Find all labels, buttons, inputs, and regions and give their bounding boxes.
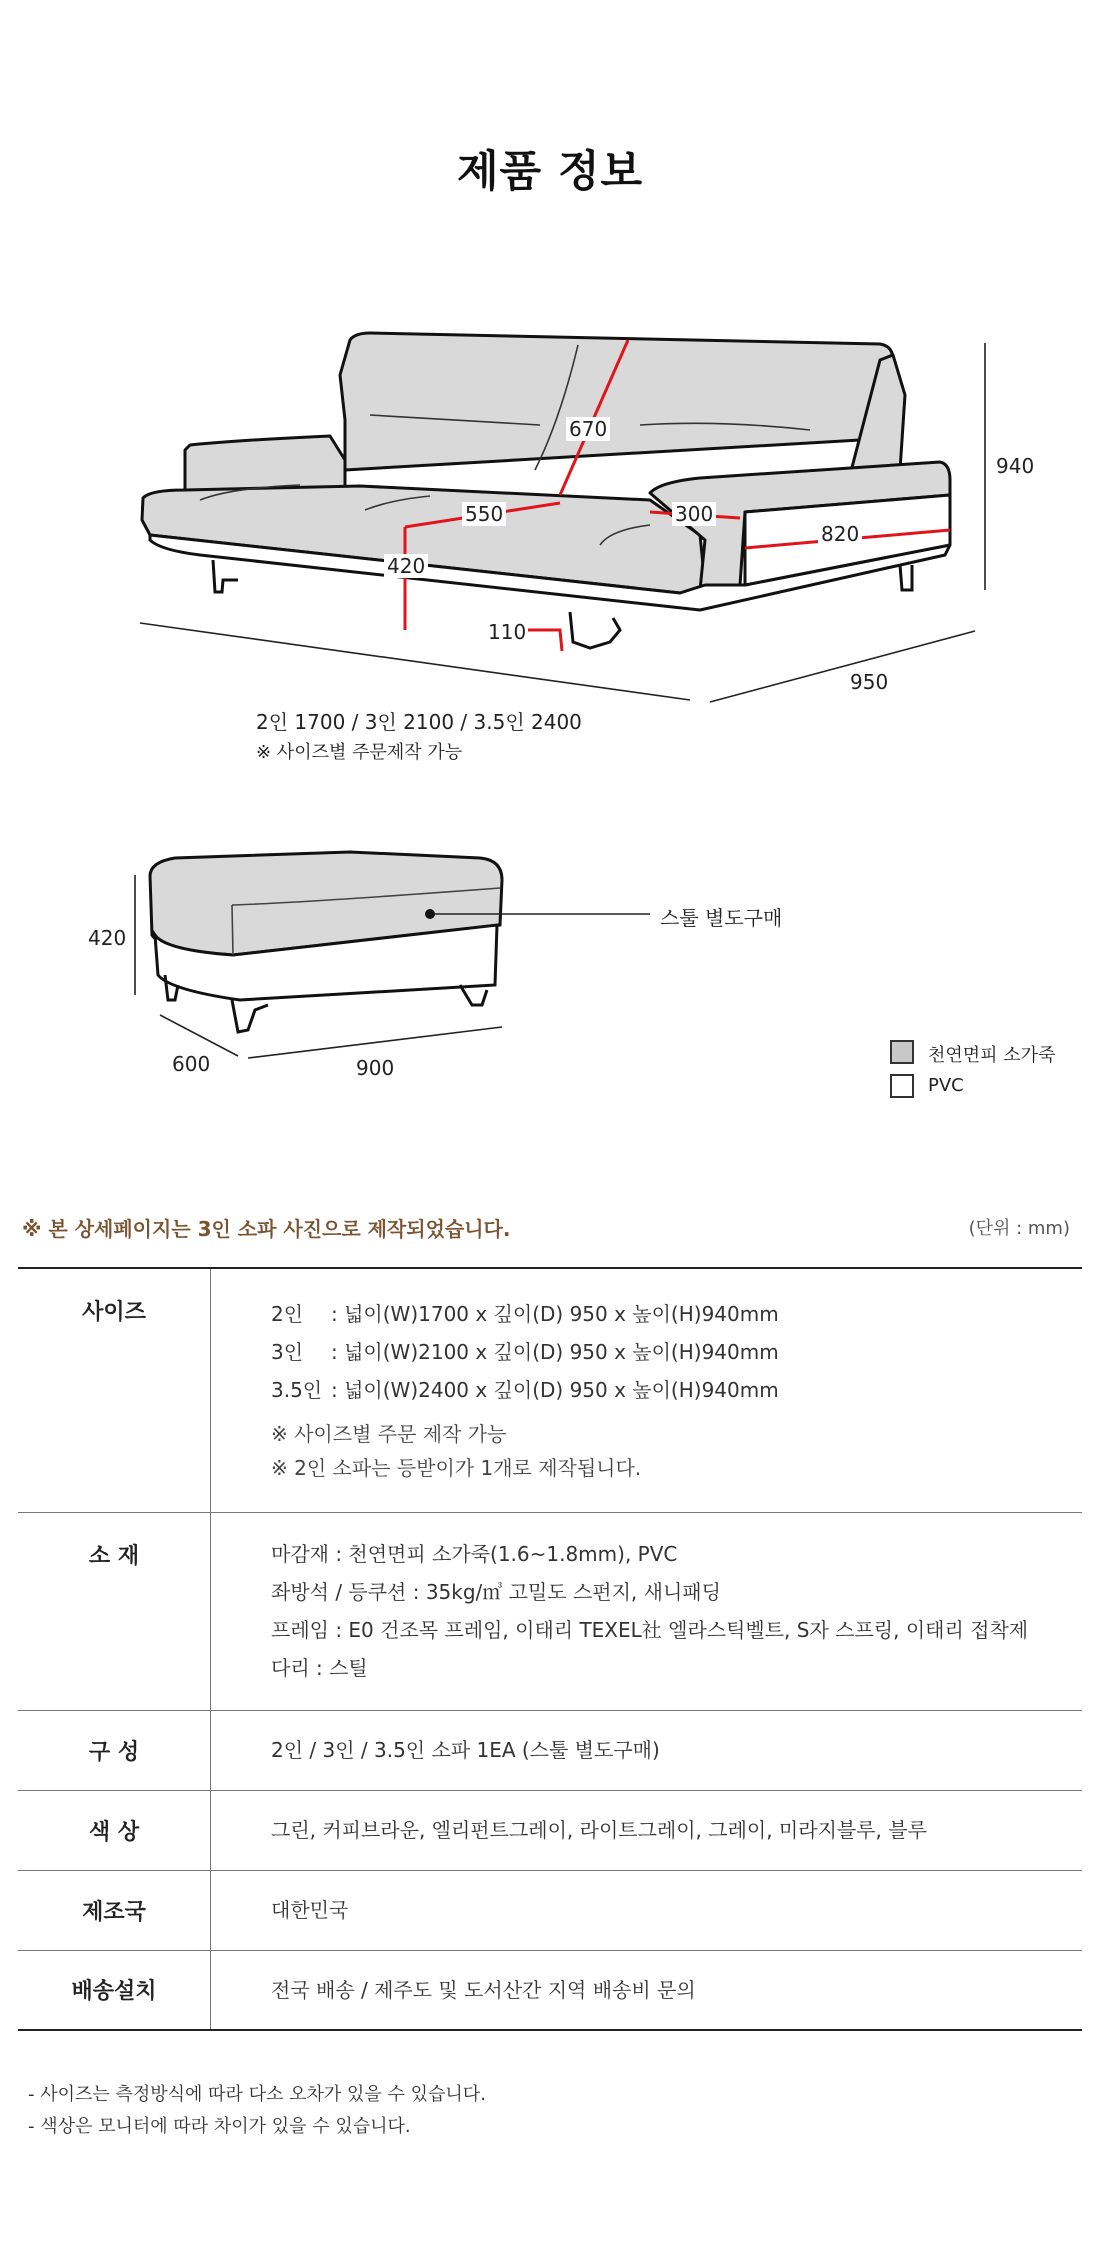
spec-table bbox=[18, 1267, 1082, 2031]
dim-arm-length: 820 bbox=[818, 522, 862, 546]
spec-row-color bbox=[18, 1790, 1082, 1870]
spec-label-delivery: 배송설치 bbox=[18, 1950, 211, 2030]
spec-label-material: 소 재 bbox=[18, 1512, 211, 1710]
stool-width: 900 bbox=[356, 1056, 395, 1080]
dim-arm-width: 300 bbox=[672, 502, 716, 526]
unit-note: (단위 : mm) bbox=[968, 1218, 1070, 1239]
footer-note-size: - 사이즈는 측정방식에 따라 다소 오차가 있을 수 있습니다. bbox=[28, 2084, 486, 2105]
legend-pvc-label: PVC bbox=[928, 1075, 964, 1096]
spec-value-color: 그린, 커피브라운, 엘리펀트그레이, 라이트그레이, 그레이, 미라지블루, 블루 bbox=[211, 1790, 1083, 1870]
spec-row-composition bbox=[18, 1710, 1082, 1790]
dim-back-height: 670 bbox=[566, 417, 610, 441]
dim-depth: 950 bbox=[850, 670, 889, 694]
size-note-2seat: ※ 2인 소파는 등받이가 1개로 제작됩니다. bbox=[271, 1456, 642, 1481]
notice-text: ※ 본 상세페이지는 3인 소파 사진으로 제작되었습니다. bbox=[22, 1217, 511, 1241]
sofa-leg-right bbox=[900, 565, 912, 590]
stool-depth: 600 bbox=[172, 1052, 211, 1076]
spec-label-size: 사이즈 bbox=[18, 1268, 211, 1512]
spec-row-size bbox=[18, 1268, 1082, 1512]
stool-height: 420 bbox=[88, 926, 127, 950]
spec-value-material bbox=[211, 1512, 1083, 1710]
custom-order-note: ※ 사이즈별 주문제작 가능 bbox=[256, 742, 463, 763]
dim-leg-height: 110 bbox=[488, 620, 527, 644]
sofa-leg-mid bbox=[570, 612, 620, 648]
legend-leather-label: 천연면피 소가죽 bbox=[928, 1045, 1056, 1066]
sofa-width-text: 2인 1700 / 3인 2100 / 3.5인 2400 bbox=[256, 710, 582, 734]
material-legs: 다리 : 스틸 bbox=[271, 1656, 368, 1680]
page-title: 제품 정보 bbox=[456, 147, 644, 197]
size-row-2: 2인 : 넓이(W)1700 x 깊이(D) 950 x 높이(H)940mm bbox=[271, 1302, 779, 1327]
material-finish: 마감재 : 천연면피 소가죽(1.6~1.8mm), PVC bbox=[271, 1542, 678, 1566]
spec-value-delivery: 전국 배송 / 제주도 및 도서산간 지역 배송비 문의 bbox=[271, 1977, 696, 2002]
size-row-3-5: 3.5인 : 넓이(W)2400 x 깊이(D) 950 x 높이(H)940mm bbox=[271, 1378, 779, 1403]
dim-total-height: 940 bbox=[996, 454, 1035, 478]
sofa-leg-left bbox=[213, 560, 238, 592]
spec-label-color: 색 상 bbox=[18, 1790, 211, 1870]
dim-seat-depth: 550 bbox=[462, 502, 506, 526]
size-note-custom: ※ 사이즈별 주문 제작 가능 bbox=[271, 1422, 507, 1447]
size-row-3: 3인 : 넓이(W)2100 x 깊이(D) 950 x 높이(H)940mm bbox=[271, 1340, 779, 1365]
spec-row-material bbox=[18, 1512, 1082, 1710]
material-cushion: 좌방석 / 등쿠션 : 35kg/㎥ 고밀도 스펀지, 새니패딩 bbox=[271, 1580, 721, 1604]
spec-value-composition: 2인 / 3인 / 3.5인 소파 1EA (스툴 별도구매) bbox=[211, 1710, 1083, 1790]
footer-note-color: - 색상은 모니터에 따라 차이가 있을 수 있습니다. bbox=[28, 2116, 411, 2137]
spec-label-origin: 제조국 bbox=[18, 1870, 211, 1950]
spec-value-size bbox=[211, 1268, 1083, 1512]
spec-label-composition: 구 성 bbox=[18, 1710, 211, 1790]
spec-row-delivery bbox=[18, 1950, 1082, 2030]
sofa-backrest bbox=[340, 333, 893, 470]
material-frame: 프레임 : E0 건조목 프레임, 이태리 TEXEL社 엘라스틱벨트, S자 스프링, 이태리 접착제 bbox=[271, 1618, 1029, 1642]
spec-row-origin bbox=[18, 1870, 1082, 1950]
spec-value-origin: 대한민국 bbox=[211, 1870, 1083, 1950]
dim-seat-height: 420 bbox=[384, 554, 428, 578]
stool-callout: 스툴 별도구매 bbox=[660, 906, 783, 930]
legend-leather-swatch bbox=[890, 1040, 914, 1064]
sofa-diagram bbox=[0, 0, 1100, 1120]
legend-pvc-swatch bbox=[890, 1074, 914, 1098]
